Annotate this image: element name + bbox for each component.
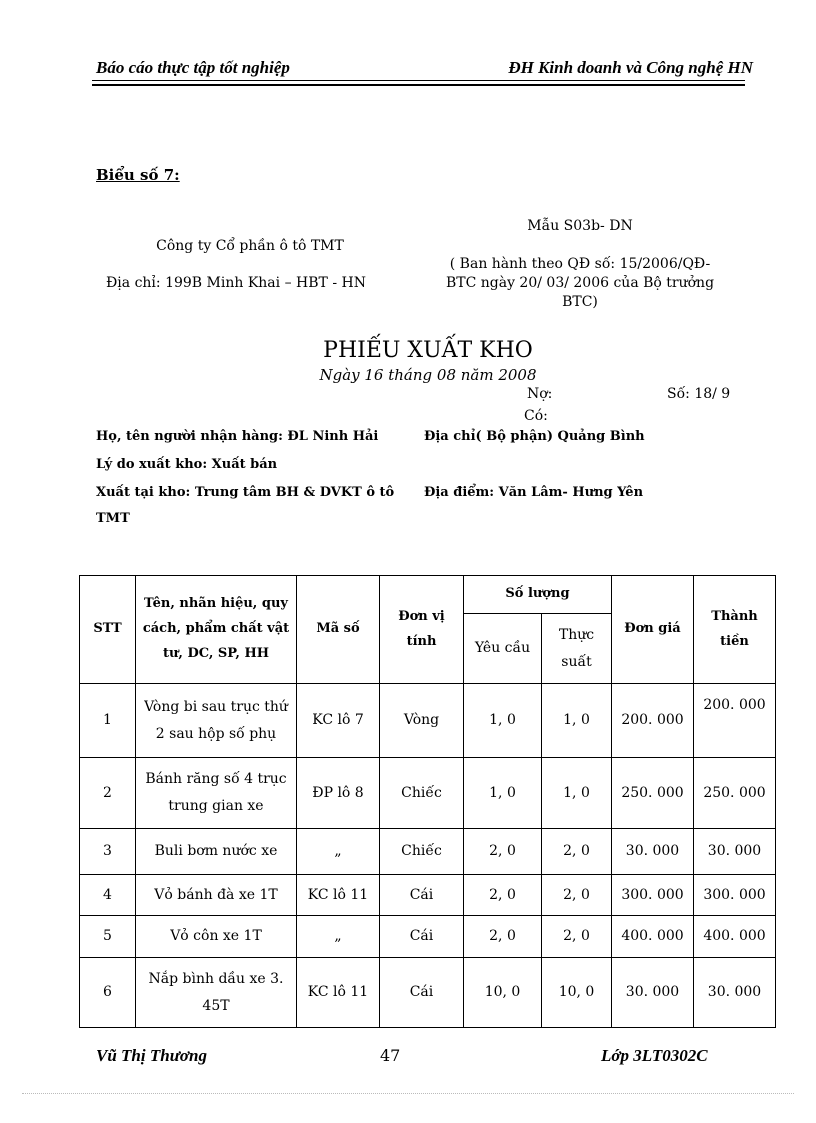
header-amount: Thành tiền [694,576,776,684]
cell-code: „ [297,916,380,958]
table-row [80,758,776,829]
cell-unit: Cái [380,958,464,1028]
cell-name: Buli bơm nước xe [136,829,297,875]
cell-code: „ [297,829,380,875]
cell-amount: 400. 000 [694,916,776,958]
location: Địa điểm: Văn Lâm- Hưng Yên [424,485,644,500]
template-line-1: ( Ban hành theo QĐ số: 15/2006/QĐ- [449,256,711,272]
header-left: Báo cáo thực tập tốt nghiệp [96,58,290,77]
cell-amount: 30. 000 [694,958,776,1028]
table-row [80,829,776,875]
company-name: Công ty Cổ phần ô tô TMT [156,238,344,254]
recipient-address: Địa chỉ( Bộ phận) Quảng Bình [424,429,645,444]
cell-code: ĐP lô 8 [297,758,380,829]
cell-amount: 300. 000 [694,875,776,916]
cell-name: Vỏ côn xe 1T [136,916,297,958]
cell-code: KC lô 7 [297,684,380,758]
table-row [80,958,776,1028]
items-table [79,575,776,1028]
credit-label: Có: [524,408,548,424]
document-title: PHIẾU XUẤT KHO [323,338,533,363]
table-row [80,916,776,958]
cell-required: 2, 0 [464,829,542,875]
header-actual: Thực suất [542,614,612,684]
cell-price: 250. 000 [612,758,694,829]
cell-name: Bánh răng số 4 trục trung gian xe [136,758,297,829]
header-rule-thick [92,84,745,86]
cell-price: 30. 000 [612,958,694,1028]
cell-actual: 1, 0 [542,758,612,829]
cell-name: Vỏ bánh đà xe 1T [136,875,297,916]
document-date: Ngày 16 tháng 08 năm 2008 [319,366,537,384]
header-right: ĐH Kinh doanh và Công nghệ HN [508,58,753,77]
cell-unit: Chiếc [380,758,464,829]
header-unit: Đơn vị tính [380,576,464,684]
cell-code: KC lô 11 [297,958,380,1028]
cell-price: 400. 000 [612,916,694,958]
header-required: Yêu cầu [464,614,542,684]
cell-stt: 1 [80,684,136,758]
cell-required: 10, 0 [464,958,542,1028]
debit-label: Nợ: [527,386,553,402]
header-quantity: Số lượng [464,576,612,614]
export-reason: Lý do xuất kho: Xuất bán [96,457,278,472]
document-number: Số: 18/ 9 [667,386,731,402]
warehouse-line-2: TMT [96,511,130,526]
cell-amount: 200. 000 [694,684,776,758]
cell-unit: Cái [380,875,464,916]
cell-price: 30. 000 [612,829,694,875]
table-row [80,684,776,758]
table-row [80,875,776,916]
cell-amount: 250. 000 [694,758,776,829]
table-header-row [80,576,776,614]
form-label: Biểu số 7: [96,166,180,184]
cell-required: 1, 0 [464,684,542,758]
cell-name: Vòng bi sau trục thứ 2 sau hộp số phụ [136,684,297,758]
header-name: Tên, nhãn hiệu, quy cách, phẩm chất vật tư, DC, SP, HH [136,576,297,684]
company-address: Địa chỉ: 199B Minh Khai – HBT - HN [106,275,366,291]
header-rule-thin [92,80,745,81]
cell-actual: 10, 0 [542,958,612,1028]
cell-unit: Chiếc [380,829,464,875]
footer-page-number: 47 [380,1046,401,1065]
cell-code: KC lô 11 [297,875,380,916]
cell-stt: 6 [80,958,136,1028]
header-stt: STT [80,576,136,684]
cell-name: Nắp bình dầu xe 3. 45T [136,958,297,1028]
cell-actual: 1, 0 [542,684,612,758]
template-line-2: BTC ngày 20/ 03/ 2006 của Bộ trưởng [445,275,715,291]
recipient: Họ, tên người nhận hàng: ĐL Ninh Hải [96,429,379,444]
footer-author: Vũ Thị Thương [96,1046,207,1065]
cell-actual: 2, 0 [542,916,612,958]
cell-required: 1, 0 [464,758,542,829]
page-bottom-border [22,1093,794,1094]
cell-stt: 5 [80,916,136,958]
cell-actual: 2, 0 [542,875,612,916]
cell-amount: 30. 000 [694,829,776,875]
cell-stt: 3 [80,829,136,875]
cell-unit: Vòng [380,684,464,758]
header-price: Đơn giá [612,576,694,684]
cell-required: 2, 0 [464,875,542,916]
cell-stt: 2 [80,758,136,829]
cell-price: 300. 000 [612,875,694,916]
template-code: Mẫu S03b- DN [527,218,633,234]
warehouse-line-1: Xuất tại kho: Trung tâm BH & DVKT ô tô [96,485,395,500]
cell-price: 200. 000 [612,684,694,758]
cell-required: 2, 0 [464,916,542,958]
header-code: Mã số [297,576,380,684]
cell-unit: Cái [380,916,464,958]
footer-class: Lớp 3LT0302C [601,1046,708,1065]
cell-stt: 4 [80,875,136,916]
cell-actual: 2, 0 [542,829,612,875]
template-line-3: BTC) [562,294,598,310]
